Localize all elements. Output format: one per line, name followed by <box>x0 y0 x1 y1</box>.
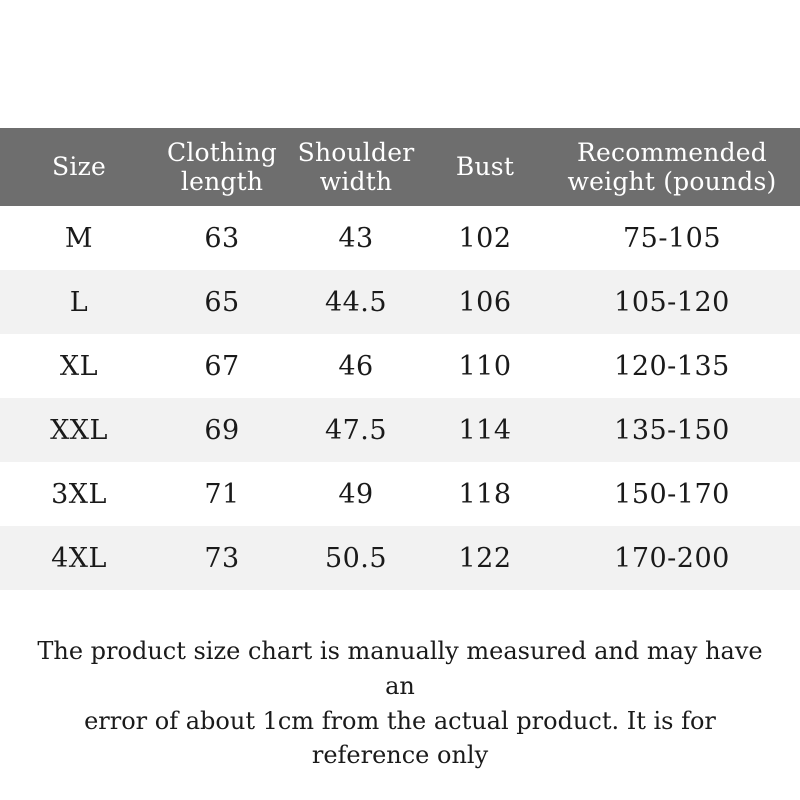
column-header-clothing-length <box>158 128 286 206</box>
column-header-recommended-weight-line2: weight (pounds) <box>567 167 777 196</box>
column-header-shoulder-width-line2: width <box>319 167 393 196</box>
column-header-size <box>0 128 158 206</box>
cell-size: XXL <box>0 398 158 462</box>
cell-shoulder-width: 49 <box>286 462 426 526</box>
column-header-clothing-length-line1: Clothing <box>166 137 278 167</box>
column-header-clothing-length-line2: length <box>180 167 264 196</box>
cell-size: XL <box>0 334 158 398</box>
table-row <box>0 334 800 398</box>
cell-bust: 114 <box>426 398 544 462</box>
measurement-disclaimer-line2: error of about 1cm from the actual product. It is for reference only <box>84 706 716 770</box>
cell-clothing-length: 69 <box>158 398 286 462</box>
table-row <box>0 206 800 270</box>
cell-clothing-length: 65 <box>158 270 286 334</box>
cell-size: 3XL <box>0 462 158 526</box>
table-row <box>0 462 800 526</box>
column-header-size-label: Size <box>52 152 106 182</box>
cell-size: M <box>0 206 158 270</box>
table-header-row <box>0 128 800 206</box>
cell-size: 4XL <box>0 526 158 590</box>
measurement-disclaimer-line1: The product size chart is manually measured and may have an <box>37 637 763 700</box>
cell-recommended-weight: 170-200 <box>544 526 800 590</box>
table-row <box>0 398 800 462</box>
measurement-disclaimer <box>0 634 800 773</box>
cell-shoulder-width: 46 <box>286 334 426 398</box>
column-header-shoulder-width-line1: Shoulder <box>297 137 415 167</box>
cell-recommended-weight: 135-150 <box>544 398 800 462</box>
cell-bust: 110 <box>426 334 544 398</box>
column-header-recommended-weight-line1: Recommended <box>577 137 767 167</box>
cell-clothing-length: 73 <box>158 526 286 590</box>
table-header <box>0 128 800 206</box>
cell-shoulder-width: 44.5 <box>286 270 426 334</box>
cell-bust: 118 <box>426 462 544 526</box>
cell-clothing-length: 63 <box>158 206 286 270</box>
cell-bust: 122 <box>426 526 544 590</box>
table-row <box>0 270 800 334</box>
cell-clothing-length: 67 <box>158 334 286 398</box>
cell-bust: 102 <box>426 206 544 270</box>
top-whitespace <box>0 0 800 128</box>
cell-recommended-weight: 75-105 <box>544 206 800 270</box>
cell-bust: 106 <box>426 270 544 334</box>
size-chart-table <box>0 128 800 590</box>
cell-recommended-weight: 150-170 <box>544 462 800 526</box>
column-header-recommended-weight <box>544 128 800 206</box>
table-row <box>0 526 800 590</box>
cell-recommended-weight: 120-135 <box>544 334 800 398</box>
cell-size: L <box>0 270 158 334</box>
column-header-shoulder-width <box>286 128 426 206</box>
cell-shoulder-width: 43 <box>286 206 426 270</box>
cell-clothing-length: 71 <box>158 462 286 526</box>
column-header-bust-label: Bust <box>455 152 515 182</box>
cell-shoulder-width: 50.5 <box>286 526 426 590</box>
cell-recommended-weight: 105-120 <box>544 270 800 334</box>
table-body <box>0 206 800 590</box>
cell-shoulder-width: 47.5 <box>286 398 426 462</box>
column-header-bust <box>426 128 544 206</box>
